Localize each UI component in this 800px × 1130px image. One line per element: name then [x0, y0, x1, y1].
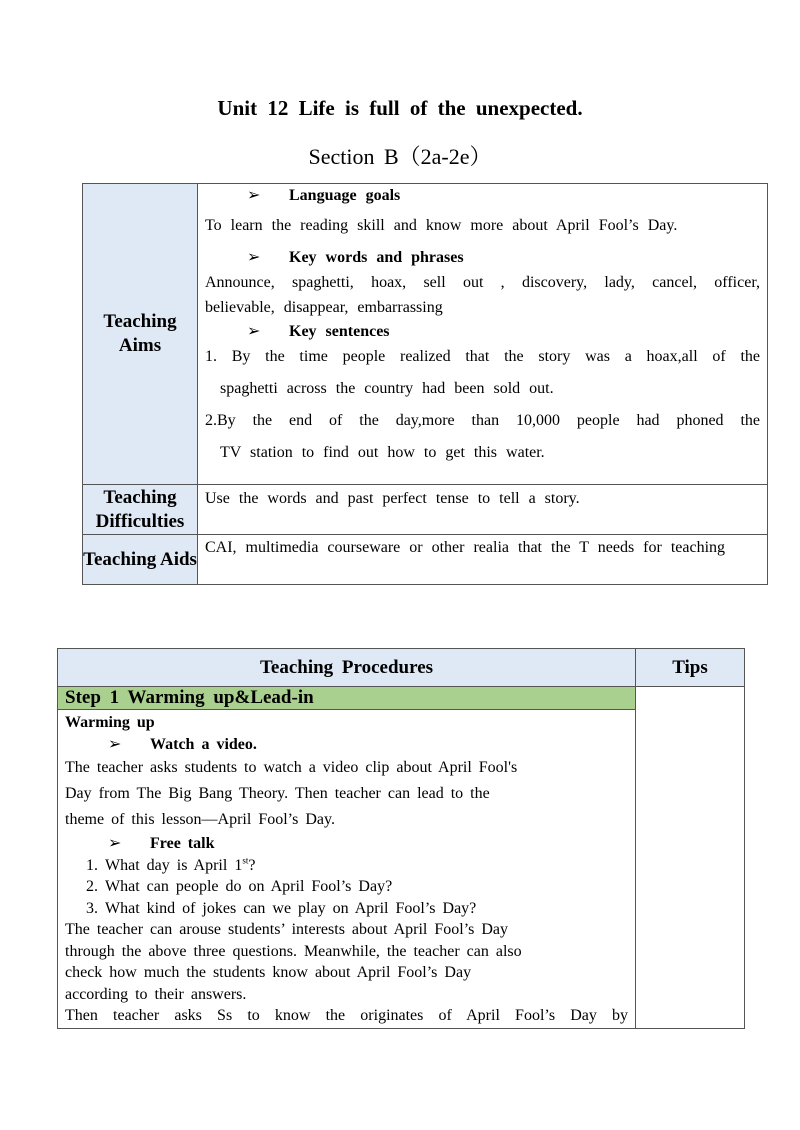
teaching-difficulties-label: Teaching Difficulties: [83, 485, 198, 535]
procedures-header: Teaching Procedures: [58, 649, 636, 687]
watch-video-heading: ➢ Watch a video.: [65, 734, 628, 756]
key-words-heading: ➢ Key words and phrases: [205, 246, 760, 270]
procedures-body: [58, 687, 636, 1029]
video-paragraph: [65, 755, 628, 833]
language-goals-text: To learn the reading skill and know more about April Fool’s Day.: [205, 217, 678, 234]
arrow-bullet-icon: ➢: [247, 187, 261, 204]
language-goals-heading: ➢ Language goals: [205, 184, 760, 208]
teaching-aims-content: [198, 184, 768, 485]
arrow-bullet-icon: ➢: [108, 835, 122, 852]
teaching-aids-text: CAI, multimedia courseware or other realia that the T needs for teaching: [198, 535, 768, 585]
arrow-bullet-icon: ➢: [247, 323, 261, 340]
free-talk-questions: [65, 855, 628, 920]
para-line-3: check how much the students know about April Fool’s Day: [65, 964, 472, 981]
question-3: 3. What kind of jokes can we play on April Fool’s Day?: [105, 898, 628, 920]
arrow-bullet-icon: ➢: [247, 249, 261, 266]
sentence-2-line-2: TV station to find out how to get this water.: [220, 444, 545, 461]
tips-header: Tips: [636, 649, 745, 687]
sentence-1-line-1: 1. By the time people realized that the story was a hoax,all of the: [205, 348, 760, 365]
para-line-1: The teacher can arouse students’ interests about April Fool’s Day: [65, 921, 509, 938]
teaching-aids-label: Teaching Aids: [83, 535, 198, 585]
sentence-1-line-2: spaghetti across the country had been sold out.: [220, 380, 554, 397]
video-line-1: The teacher asks students to watch a video clip about April Fool's: [65, 759, 518, 776]
question-1: 1. What day is April 1st?: [105, 855, 628, 877]
teaching-aims-table: [82, 183, 768, 585]
teaching-aims-label: Teaching Aims: [83, 184, 198, 485]
page-subtitle: Section B（2a-2e）: [308, 144, 492, 169]
step-1-content: [58, 710, 635, 1027]
video-line-2: Day from The Big Bang Theory. Then teacher can lead to the: [65, 785, 490, 802]
para-line-2: through the above three questions. Meanwhile, the teacher can also: [65, 942, 522, 960]
question-2: 2. What can people do on April Fool’s Day?: [105, 876, 628, 898]
key-words-text: Announce, spaghetti, hoax, sell out , discovery, lady, cancel, officer, believable, disappear, embarrassing: [205, 274, 760, 316]
arrow-bullet-icon: ➢: [108, 735, 122, 753]
teaching-difficulties-text: Use the words and past perfect tense to tell a story.: [198, 485, 768, 535]
para-line-5: Then teacher asks Ss to know the originates of April Fool’s Day by: [65, 1007, 628, 1024]
video-line-3: theme of this lesson—April Fool’s Day.: [65, 811, 335, 828]
teaching-procedures-table: [57, 648, 745, 1029]
step-1-title: Step 1 Warming up&Lead-in: [58, 687, 635, 710]
key-sentences-heading: ➢ Key sentences: [205, 320, 760, 344]
warming-up-heading: Warming up: [65, 714, 155, 731]
page-title: Unit 12 Life is full of the unexpected.: [217, 96, 583, 120]
para-line-4: according to their answers.: [65, 985, 247, 1003]
tips-cell: [636, 687, 745, 1029]
sentence-2-line-1: 2.By the end of the day,more than 10,000 people had phoned the: [205, 412, 760, 429]
free-talk-heading: ➢ Free talk: [65, 833, 628, 855]
